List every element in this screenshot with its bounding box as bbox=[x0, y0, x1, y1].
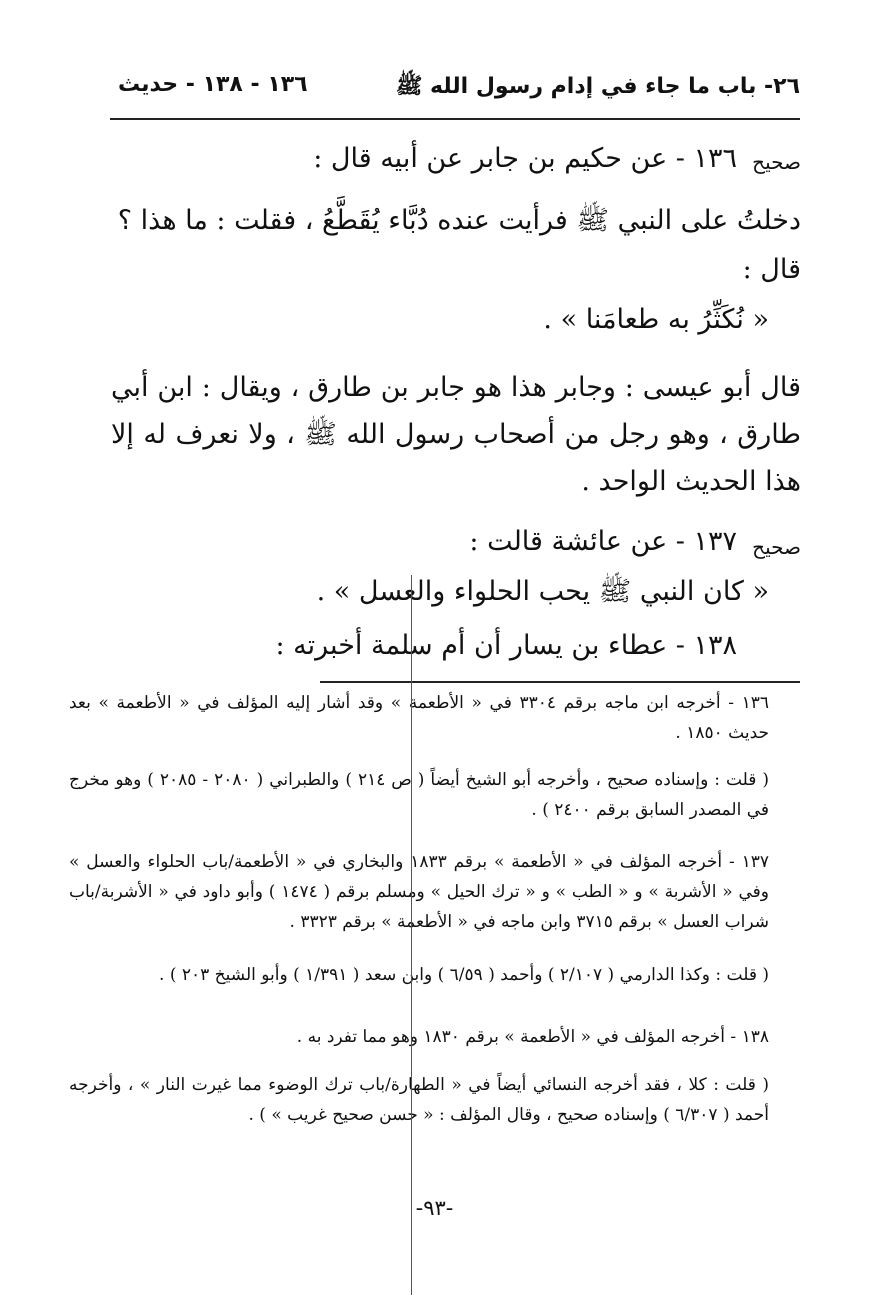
running-header bbox=[110, 66, 800, 112]
chapter-title: ٢٦- باب ما جاء في إدام رسول الله ﷺ bbox=[395, 74, 800, 99]
footnote-divider bbox=[320, 681, 800, 683]
footnote-136: ١٣٦ - أخرجه ابن ماجه برقم ٣٣٠٤ في « الأطعمة » وقد أشار إليه المؤلف في « الأطعمة » بعد حديث ١٨٥٠ . bbox=[69, 693, 769, 743]
page-crease-line bbox=[411, 575, 412, 1295]
header-divider bbox=[110, 118, 800, 120]
hadith-136-line-2: قال : bbox=[742, 254, 801, 285]
footnote-136-note: ( قلت : وإسناده صحيح ، وأخرجه أبو الشيخ أيضاً ( ص ٢١٤ ) والطبراني ( ٢٠٨٠ - ٢٠٨٥ ) وهو مخرج في المصدر السابق برقم ٢٤٠٠ ) . bbox=[69, 770, 770, 820]
page-number: -٩٣- bbox=[415, 1196, 454, 1220]
hadith-136-line-1: دخلتُ على النبي ﷺ فرأيت عنده دُبَّاء يُقَطَّعُ ، فقلت : ما هذا ؟ bbox=[117, 205, 801, 236]
grade-label-137: صحيح bbox=[752, 535, 801, 559]
hadith-range: ١٣٦ - ١٣٨ - حديث bbox=[118, 72, 308, 97]
hadith-138-heading: ١٣٨ - عطاء بن يسار أن أم سلمة أخبرته : bbox=[275, 630, 737, 661]
grade-label-136: صحيح bbox=[752, 150, 801, 174]
footnote-138: ١٣٨ - أخرجه المؤلف في « الأطعمة » برقم ١٨٣٠ وهو مما تفرد به . bbox=[296, 1027, 769, 1047]
footnote-137-note: ( قلت : وكذا الدارمي ( ٢/١٠٧ ) وأحمد ( ٦/٥٩ ) وابن سعد ( ١/٣٩١ ) وأبو الشيخ ٢٠٣ ) . bbox=[159, 965, 769, 985]
hadith-136-heading: ١٣٦ - عن حكيم بن جابر عن أبيه قال : bbox=[313, 143, 737, 174]
footnote-137: ١٣٧ - أخرجه المؤلف في « الأطعمة » برقم ١٨٣٣ والبخاري في « الأطعمة/باب الحلواء والعسل » وفي « الأشربة » و « الطب » و « ترك الحيل » ومسلم برقم ( ١٤٧٤ ) وأبو داود في « الأشربة/باب شراب العسل » برقم ٣٧١٥ وابن ماجه في « الأطعمة » برقم ٣٣٢٣ . bbox=[69, 852, 769, 932]
hadith-136-line-3: « نُكَثِّرُ به طعامَنا » . bbox=[543, 304, 769, 335]
commentary-paragraph: قال أبو عيسى : وجابر هذا هو جابر بن طارق ، ويقال : ابن أبي طارق ، وهو رجل من أصحاب رسول الله ﷺ ، ولا نعرف له إلا هذا الحديث الواحد . bbox=[111, 372, 801, 497]
hadith-137-heading: ١٣٧ - عن عائشة قالت : bbox=[469, 526, 737, 557]
footnote-138-note: ( قلت : كلا ، فقد أخرجه النسائي أيضاً في « الطهارة/باب ترك الوضوء مما غيرت النار » ، وأخرجه أحمد ( ٦/٣٠٧ ) وإسناده صحيح ، وقال المؤلف : « حسن صحيح غريب » ) . bbox=[69, 1075, 769, 1125]
hadith-137-line-1: « كان النبي ﷺ يحب الحلواء والعسل » . bbox=[316, 576, 769, 607]
